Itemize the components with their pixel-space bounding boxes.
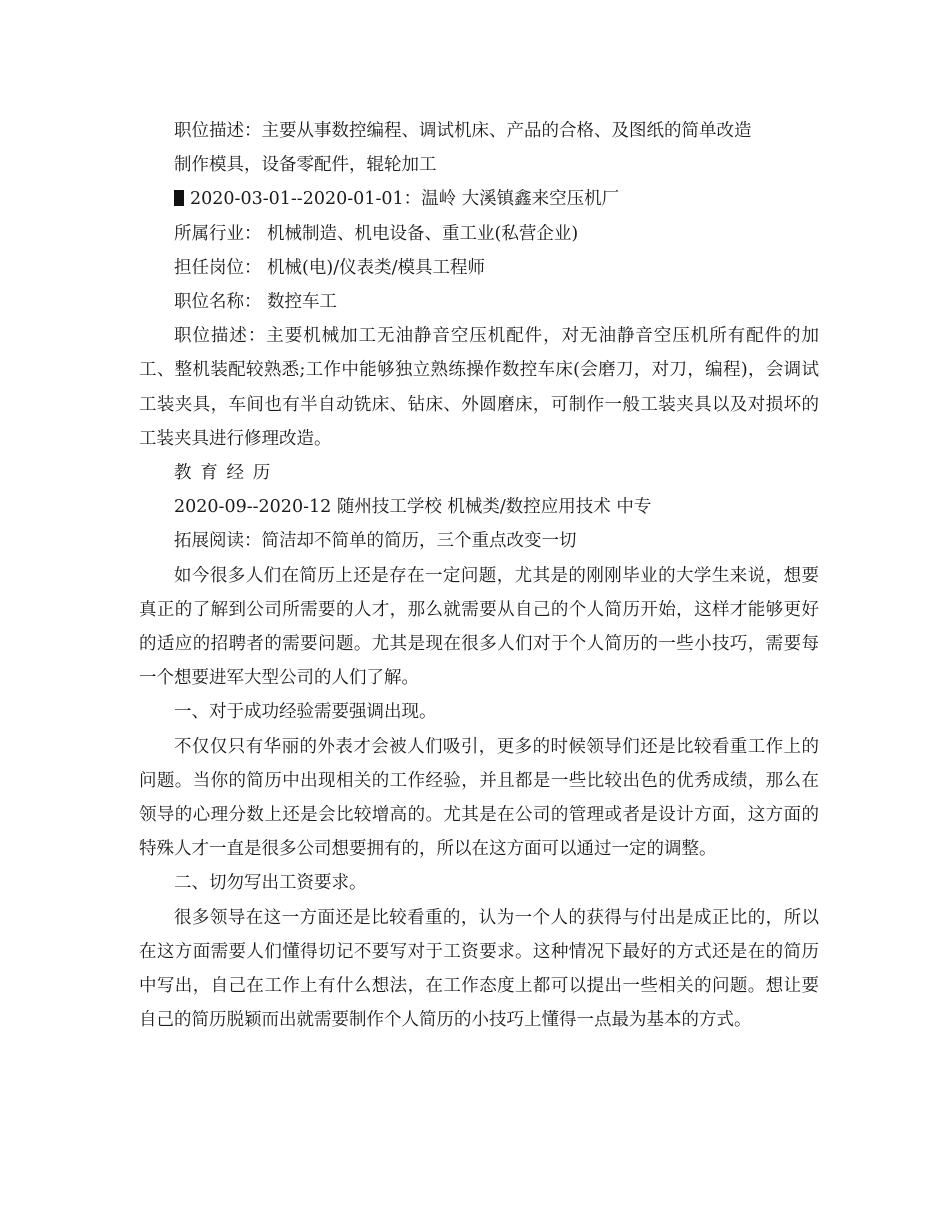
point-two-heading: 二、切勿写出工资要求。 <box>174 873 367 894</box>
point-one-body: 不仅仅只有华丽的外表才会被人们吸引，更多的时候领导们还是比较看重工作上的问题。当你的简历中出现相关的工作经验，并且都是一些比较出色的优秀成绩，那么在领导的心理分数上还是会比较增高的。尤其是在公司的管理或者是设计方面，这方面的特殊人才一直是很多公司想要拥有的，所以在这方面可以通过一定的调整。 <box>139 736 819 860</box>
extended-reading-title: 拓展阅读：简洁却不简单的简历，三个重点改变一切 <box>174 531 577 552</box>
position-line: 担任岗位： 机械(电)/仪表类/模具工程师 <box>174 257 486 278</box>
education-heading-text: 教育经历 <box>174 463 279 484</box>
point-two-body: 很多领导在这一方面还是比较看重的，认为一个人的获得与付出是成正比的，所以在这方面需要人们懂得切记不要写对于工资要求。这种情况下最好的方式还是在的简历中写出，自己在工作上有什么想法，在工作态度上都可以提出一些相关的问题。想让要自己的简历脱颖而出就需要制作个人简历的小技巧上懂得一点最为基本的方式。 <box>139 907 819 1031</box>
job-title-line: 职位名称： 数控车工 <box>174 292 338 313</box>
work-period-text: 2020-03-01--2020-01-01：温岭 大溪镇鑫来空压机厂 <box>190 189 620 210</box>
bullet-square-icon <box>174 190 184 206</box>
industry-line: 所属行业： 机械制造、机电设备、重工业(私营企业) <box>174 223 579 244</box>
work-period-entry <box>139 182 819 216</box>
education-entry: 2020-09--2020-12 随州技工学校 机械类/数控应用技术 中专 <box>174 497 652 518</box>
job-description-2: 职位描述：主要机械加工无油静音空压机配件，对无油静音空压机所有配件的加工、整机装配较熟悉;工作中能够独立熟练操作数控车床(会磨刀，对刀，编程)，会调试工装夹具，车间也有半自动铣床、钻床、外圆磨床，可制作一般工装夹具以及对损坏的工装夹具进行修理改造。 <box>139 326 819 449</box>
education-heading <box>139 456 819 490</box>
job-description-1-cont: 制作模具，设备零配件，辊轮加工 <box>174 155 437 176</box>
job-description-1: 职位描述：主要从事数控编程、调试机床、产品的合格、及图纸的简单改造 <box>174 121 752 141</box>
point-one-heading: 一、对于成功经验需要强调出现。 <box>174 702 437 723</box>
intro-paragraph: 如今很多人们在简历上还是存在一定问题，尤其是的刚刚毕业的大学生来说，想要真正的了解到公司所需要的人才，那么就需要从自己的个人简历开始，这样才能够更好的适应的招聘者的需要问题。尤其是现在很多人们对于个人简历的一些小技巧，需要每一个想要进军大型公司的人们了解。 <box>139 565 819 689</box>
document-body <box>139 114 819 1037</box>
